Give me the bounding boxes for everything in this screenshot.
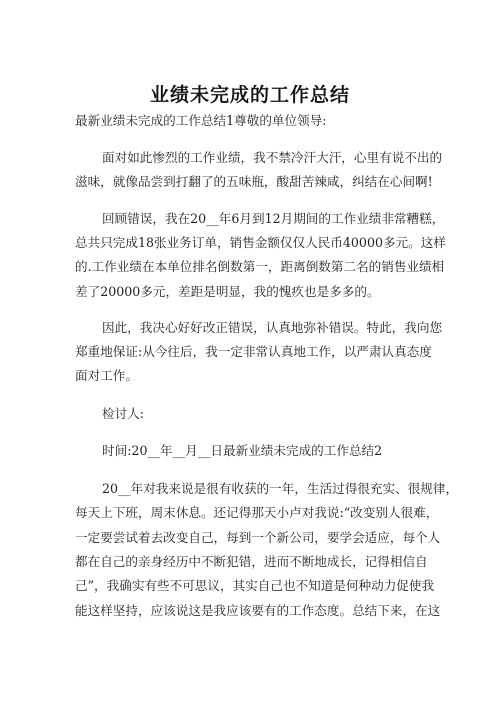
paragraph-line: 差了20000多元，差距是明显，我的愧疚也是多多的。 (75, 284, 380, 299)
paragraph-line: 一定要尝试着去改变自己，每到一个新公司，要学会适应，每个人 (75, 530, 441, 545)
paragraph-line: 都在自己的亲身经历中不断犯错，进而不断地成长，记得相信自 (75, 554, 428, 569)
document-subtitle: 最新业绩未完成的工作总结1尊敬的单位领导: (75, 113, 327, 128)
paragraph-line: 20__年对我来说是很有收获的一年，生活过得很充实、很规律， (102, 481, 459, 496)
paragraph-line: 己”，我确实有些不可思议，其实自己也不知道是何种动力促使我 (75, 578, 435, 593)
document-title: 业绩未完成的工作总结 (149, 84, 350, 106)
paragraph-line: 的.工作业绩在本单位排名倒数第一，距离倒数第二名的销售业绩相 (75, 259, 445, 274)
paragraph-line: 回顾错误，我在20__年6月到12月期间的工作业绩非常糟糕， (102, 211, 445, 226)
signer-label: 检讨人: (102, 406, 145, 421)
paragraph-line: 面对如此惨烈的工作业绩，我不禁冷汗大汗，心里有说不出的 (102, 150, 443, 165)
paragraph-line: 滋味，就像品尝到打翻了的五味瓶，酸甜苦辣咸，纠结在心间啊! (75, 174, 433, 189)
date-line: 时间:20__年__月__日最新业绩未完成的工作总结2 (102, 443, 383, 458)
paragraph-line: 每天上下班，周末休息。还记得那天小卢对我说:“改变别人很难， (75, 505, 439, 520)
paragraph-line: 因此，我决心好好改正错误，认真地弥补错误。特此，我向您 (102, 320, 443, 335)
paragraph-line: 面对工作。 (75, 368, 138, 383)
paragraph-line: 总共只完成18张业务订单，销售金额仅仅人民币40000多元。这样 (75, 235, 446, 250)
paragraph-line: 郑重地保证:从今往后，我一定非常认真地工作，以严肃认真态度 (75, 344, 432, 359)
paragraph-line: 能这样坚持，应该说这是我应该要有的工作态度。总结下来，在这 (75, 603, 441, 618)
